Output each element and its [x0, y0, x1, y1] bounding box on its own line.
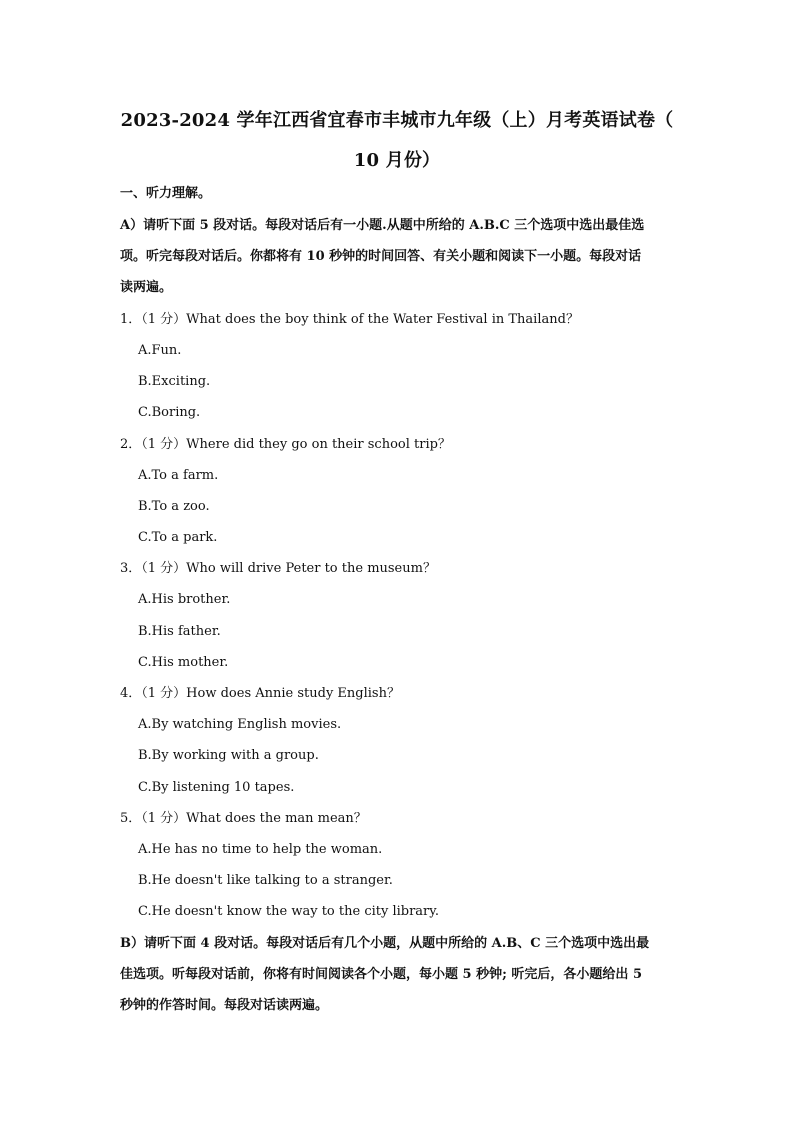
section-b-instruction-line: 秒钟的作答时间。每段对话读两遍。: [120, 998, 329, 1013]
option-c: C.To a park.: [138, 530, 218, 545]
question-stem: 2．（1 分）Where did they go on their school trip？: [120, 437, 451, 452]
question-stem: 3．（1 分）Who will drive Peter to the museum？: [120, 561, 436, 576]
option-b: B.To a zoo.: [138, 499, 210, 514]
exam-title-line-1: 2023-2024 学年江西省宜春市丰城市九年级（上）月考英语试卷（: [120, 110, 674, 131]
option-b: B.His father.: [138, 624, 221, 639]
option-a: A.To a farm.: [138, 468, 219, 483]
option-c: C.His mother.: [138, 655, 229, 670]
option-a: A.By watching English movies.: [138, 717, 342, 732]
question-stem: 5．（1 分）What does the man mean？: [120, 811, 367, 826]
option-b: B.He doesn't like talking to a stranger.: [138, 873, 393, 888]
option-a: A.Fun.: [138, 343, 182, 358]
exam-title-line-2: 10 月份）: [353, 150, 441, 171]
option-b: B.Exciting.: [138, 374, 211, 389]
option-c: C.Boring.: [138, 405, 201, 420]
option-c: C.He doesn't know the way to the city library.: [138, 904, 440, 919]
section-a-instruction-line: 读两遍。: [120, 280, 173, 295]
part-heading: 一、听力理解。: [120, 186, 212, 201]
option-c: C.By listening 10 tapes.: [138, 780, 295, 795]
option-a: A.His brother.: [138, 592, 231, 607]
section-a-instruction-line: A）请听下面 5 段对话。每段对话后有一小题.从题中所给的 A.B.C 三个选项中选出最佳选: [120, 218, 645, 233]
section-a-instruction-line: 项。听完每段对话后。你都将有 10 秒钟的时间回答、有关小题和阅读下一小题。每段对话: [120, 249, 642, 264]
section-b-instruction-line: B）请听下面 4 段对话。每段对话后有几个小题，从题中所给的 A.B、C 三个选项中选出最: [120, 936, 650, 951]
option-b: B.By working with a group.: [138, 748, 319, 763]
option-a: A.He has no time to help the woman.: [138, 842, 383, 857]
section-b-instruction-line: 佳选项。听每段对话前，你将有时间阅读各个小题，每小题 5 秒钟; 听完后，各小题给出 5: [120, 967, 642, 982]
question-stem: 4．（1 分）How does Annie study English？: [120, 686, 400, 701]
question-stem: 1．（1 分）What does the boy think of the Water Festival in Thailand？: [120, 312, 579, 327]
